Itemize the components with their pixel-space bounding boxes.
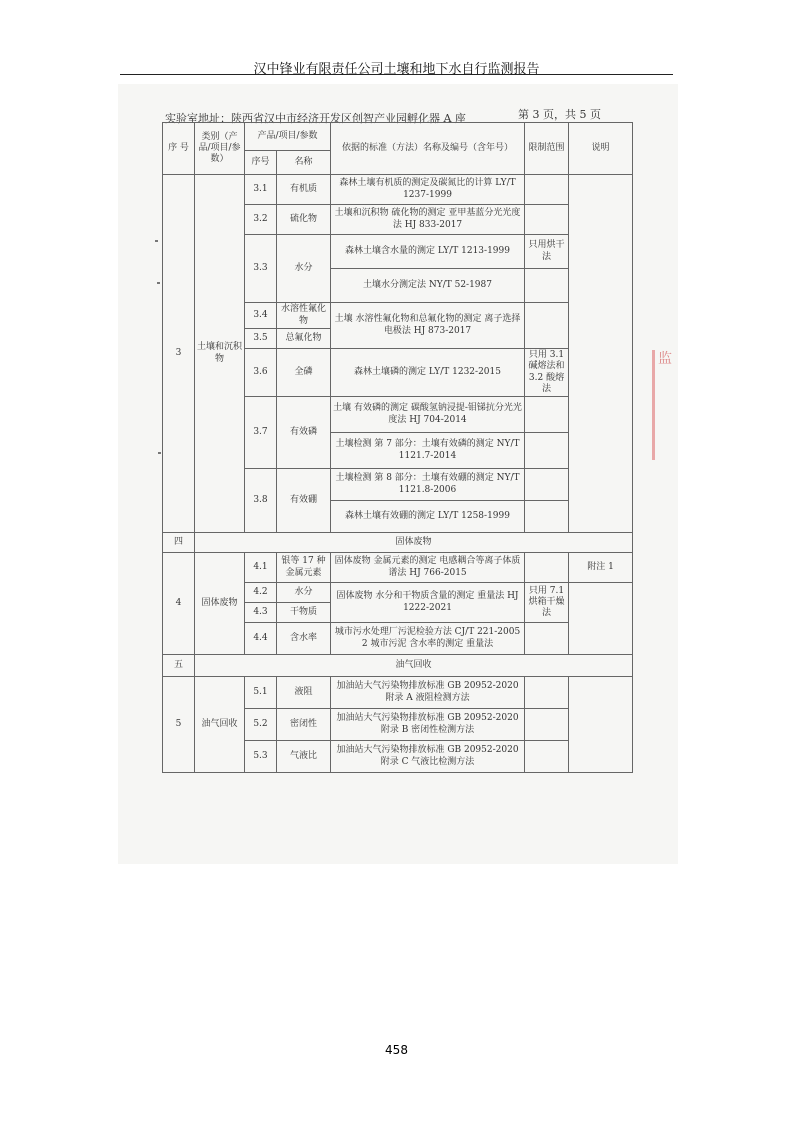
standard-cell: 加油站大气污染物排放标准 GB 20952-2020 附录 C 气液比检测方法 (331, 741, 525, 773)
row-seq: 3 (163, 175, 195, 533)
limit-cell (525, 205, 569, 235)
limit-cell: 只用 3.1 碱熔法和 3.2 酸熔法 (525, 349, 569, 397)
standard-cell: 土壤水分测定法 NY/T 52-1987 (331, 269, 525, 303)
standard-cell: 土壤和沉积物 硫化物的测定 亚甲基蓝分光光度法 HJ 833-2017 (331, 205, 525, 235)
limit-cell (525, 175, 569, 205)
limit-cell (525, 501, 569, 533)
limit-cell (525, 433, 569, 469)
limit-cell (525, 269, 569, 303)
item-name: 干物质 (277, 603, 331, 623)
limit-cell (525, 623, 569, 655)
note-cell (569, 677, 633, 773)
header-limit: 限制范围 (525, 123, 569, 175)
limit-cell: 只用 7.1 烘箱干燥法 (525, 583, 569, 623)
margin-mark (155, 240, 158, 242)
row-category: 固体废物 (195, 553, 245, 655)
limit-cell: 只用烘干法 (525, 235, 569, 269)
item-name: 全磷 (277, 349, 331, 397)
margin-mark (158, 452, 161, 454)
item-no: 3.8 (245, 469, 277, 533)
item-no: 5.2 (245, 709, 277, 741)
accreditation-table (162, 122, 633, 773)
lab-address: 实验室地址：陕西省汉中市经济开发区创智产业园孵化器 A 座 (165, 112, 466, 125)
item-no: 3.7 (245, 397, 277, 469)
item-no: 3.2 (245, 205, 277, 235)
header-seq: 序 号 (163, 123, 195, 175)
margin-mark (157, 282, 160, 284)
item-no: 3.3 (245, 235, 277, 303)
standard-cell: 森林土壤磷的测定 LY/T 1232-2015 (331, 349, 525, 397)
item-no: 5.1 (245, 677, 277, 709)
item-no: 4.4 (245, 623, 277, 655)
standard-cell: 森林土壤含水量的测定 LY/T 1213-1999 (331, 235, 525, 269)
item-no: 3.5 (245, 329, 277, 349)
item-name: 总氟化物 (277, 329, 331, 349)
item-name: 有效硼 (277, 469, 331, 533)
limit-cell (525, 553, 569, 583)
item-name: 硫化物 (277, 205, 331, 235)
standard-cell: 加油站大气污染物排放标准 GB 20952-2020 附录 A 液阻检测方法 (331, 677, 525, 709)
row-category: 油气回收 (195, 677, 245, 773)
item-no: 4.1 (245, 553, 277, 583)
standard-cell: 加油站大气污染物排放标准 GB 20952-2020 附录 B 密闭性检测方法 (331, 709, 525, 741)
item-no: 5.3 (245, 741, 277, 773)
item-name: 液阻 (277, 677, 331, 709)
item-name: 含水率 (277, 623, 331, 655)
page-number: 458 (385, 1043, 408, 1057)
note-cell (569, 583, 633, 655)
header-item-name: 名称 (277, 151, 331, 175)
item-no: 4.3 (245, 603, 277, 623)
standard-cell: 土壤 有效磷的测定 碳酸氢钠浸提-钼锑抗分光光度法 HJ 704-2014 (331, 397, 525, 433)
standard-cell: 城市污水处理厂污泥检验方法 CJ/T 221-2005 2 城市污泥 含水率的测定 重量法 (331, 623, 525, 655)
item-no: 3.6 (245, 349, 277, 397)
standard-cell: 森林土壤有效硼的测定 LY/T 1258-1999 (331, 501, 525, 533)
section-label: 四 (163, 533, 195, 553)
item-no: 4.2 (245, 583, 277, 603)
limit-cell (525, 741, 569, 773)
note-cell: 附注 1 (569, 553, 633, 583)
header-item-group: 产品/项目/参数 (245, 123, 331, 151)
limit-cell (525, 709, 569, 741)
item-no: 3.1 (245, 175, 277, 205)
item-name: 水分 (277, 583, 331, 603)
page-info: 第 3 页，共 5 页 (518, 108, 601, 121)
item-name: 气液比 (277, 741, 331, 773)
header-note: 说明 (569, 123, 633, 175)
header-category: 类别（产品/项目/参数） (195, 123, 245, 175)
header-standard: 依据的标准（方法）名称及编号（含年号） (331, 123, 525, 175)
section-title: 固体废物 (195, 533, 633, 553)
standard-cell: 森林土壤有机质的测定及碳氮比的计算 LY/T 1237-1999 (331, 175, 525, 205)
standard-cell: 固体废物 金属元素的测定 电感耦合等离子体质谱法 HJ 766-2015 (331, 553, 525, 583)
standard-cell: 土壤检测 第 8 部分：土壤有效硼的测定 NY/T 1121.8-2006 (331, 469, 525, 501)
section-label: 五 (163, 655, 195, 677)
running-header: 汉中锋业有限责任公司土壤和地下水自行监测报告 (253, 62, 540, 77)
header-item-no: 序号 (245, 151, 277, 175)
standard-cell: 土壤 水溶性氟化物和总氟化物的测定 离子选择电极法 HJ 873-2017 (331, 303, 525, 349)
limit-cell (525, 469, 569, 501)
item-name: 有机质 (277, 175, 331, 205)
section-title: 油气回收 (195, 655, 633, 677)
standard-cell: 固体废物 水分和干物质含量的测定 重量法 HJ 1222-2021 (331, 583, 525, 623)
row-category: 土壤和沉积物 (195, 175, 245, 533)
item-no: 3.4 (245, 303, 277, 329)
limit-cell (525, 677, 569, 709)
standard-cell: 土壤检测 第 7 部分：土壤有效磷的测定 NY/T 1121.7-2014 (331, 433, 525, 469)
item-name: 密闭性 (277, 709, 331, 741)
note-cell (569, 175, 633, 533)
item-name: 水溶性氟化物 (277, 303, 331, 329)
item-name: 有效磷 (277, 397, 331, 469)
header-rule (120, 74, 673, 75)
row-seq: 5 (163, 677, 195, 773)
limit-cell (525, 397, 569, 433)
red-seal-stamp: 监 (652, 350, 680, 460)
row-seq: 4 (163, 553, 195, 655)
limit-cell (525, 303, 569, 349)
item-name: 银等 17 种金属元素 (277, 553, 331, 583)
item-name: 水分 (277, 235, 331, 303)
